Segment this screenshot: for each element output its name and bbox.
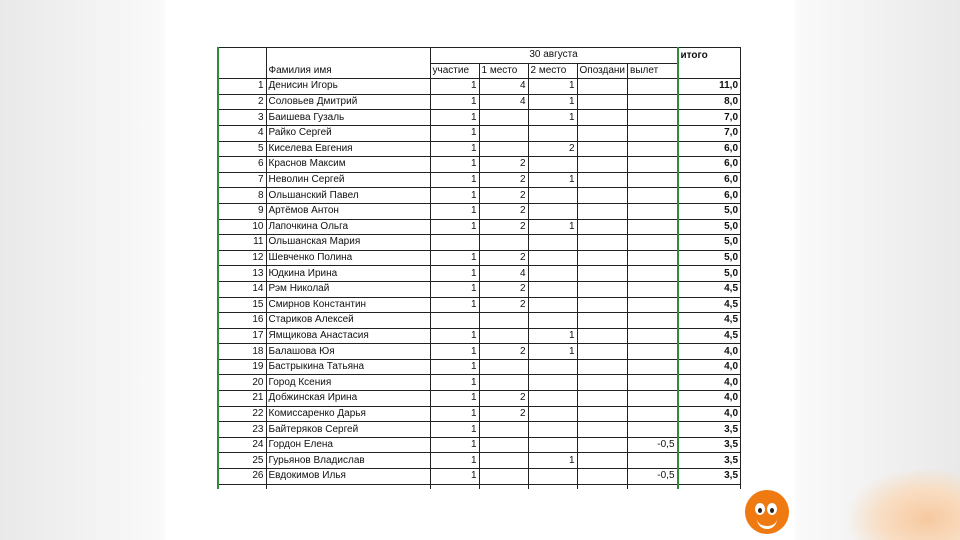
cell-opozdanie — [577, 79, 628, 95]
cell-itogo: 4,0 — [678, 359, 741, 375]
row-number: 5 — [218, 141, 266, 157]
cell-uchastie: 1 — [430, 406, 479, 422]
cell-itogo: 6,0 — [678, 172, 741, 188]
background-left — [0, 0, 165, 540]
cell-vylet — [628, 328, 678, 344]
participant-name: Киселева Евгения — [266, 141, 430, 157]
cell-2-mesto — [528, 266, 577, 282]
cell-opozdanie — [577, 469, 628, 485]
cell-opozdanie — [577, 203, 628, 219]
row-number: 25 — [218, 453, 266, 469]
table-row — [218, 328, 741, 344]
cell-opozdanie — [577, 422, 628, 438]
participant-name: Соловьев Дмитрий — [266, 94, 430, 110]
cell-itogo: 8,0 — [678, 94, 741, 110]
participant-name: Бастрыкина Татьяна — [266, 359, 430, 375]
participant-name: Денисин Игорь — [266, 79, 430, 95]
cell-uchastie: 1 — [430, 266, 479, 282]
column-header-2-mesto: 2 место — [528, 63, 577, 79]
cell-opozdanie — [577, 94, 628, 110]
table-row — [218, 297, 741, 313]
participant-name: Баишева Гузаль — [266, 110, 430, 126]
cell-1-mesto: 2 — [479, 250, 528, 266]
cell-2-mesto — [528, 375, 577, 391]
cell-uchastie: 1 — [430, 469, 479, 485]
table-row — [218, 172, 741, 188]
cell-opozdanie — [577, 235, 628, 251]
cell-vylet — [628, 110, 678, 126]
table-row — [218, 391, 741, 407]
cell-vylet — [628, 94, 678, 110]
row-number: 2 — [218, 94, 266, 110]
table-row — [218, 406, 741, 422]
cell-uchastie: 1 — [430, 79, 479, 95]
cell-uchastie: 1 — [430, 344, 479, 360]
row-number: 24 — [218, 437, 266, 453]
cell-opozdanie — [577, 437, 628, 453]
header-row-date — [218, 48, 741, 64]
cell-1-mesto — [479, 359, 528, 375]
cell-uchastie: 1 — [430, 250, 479, 266]
cell-2-mesto: 1 — [528, 219, 577, 235]
cell-opozdanie — [577, 266, 628, 282]
cell-opozdanie — [577, 188, 628, 204]
column-header-uchastie: участие — [430, 63, 479, 79]
participant-name: Шевченко Полина — [266, 250, 430, 266]
cell-itogo: 5,0 — [678, 203, 741, 219]
cell-1-mesto: 4 — [479, 266, 528, 282]
cell-1-mesto: 2 — [479, 344, 528, 360]
cell-vylet — [628, 453, 678, 469]
cell-uchastie: 1 — [430, 281, 479, 297]
cell-itogo: 6,0 — [678, 188, 741, 204]
table-row — [218, 219, 741, 235]
participant-name: Стариков Алексей — [266, 313, 430, 329]
cell-itogo: 7,0 — [678, 110, 741, 126]
cell-2-mesto — [528, 203, 577, 219]
cell-1-mesto — [479, 313, 528, 329]
cell-itogo: 4,0 — [678, 375, 741, 391]
participant-name: Артёмов Антон — [266, 203, 430, 219]
cell-itogo: 3,5 — [678, 453, 741, 469]
participant-name: Рэм Николай — [266, 281, 430, 297]
cell-uchastie: 1 — [430, 219, 479, 235]
cell-vylet — [628, 266, 678, 282]
cell-itogo: 5,0 — [678, 219, 741, 235]
cell-uchastie: 1 — [430, 437, 479, 453]
row-number: 22 — [218, 406, 266, 422]
cell-vylet — [628, 406, 678, 422]
table-row — [218, 359, 741, 375]
table-row — [218, 422, 741, 438]
cell-opozdanie — [577, 328, 628, 344]
participant-name: Ямщикова Анастасия — [266, 328, 430, 344]
cell-uchastie: 1 — [430, 453, 479, 469]
cell-2-mesto: 1 — [528, 172, 577, 188]
participant-name: Комиссаренко Дарья — [266, 406, 430, 422]
cell-itogo: 11,0 — [678, 79, 741, 95]
cell-uchastie: 1 — [430, 391, 479, 407]
participant-name: Райко Сергей — [266, 125, 430, 141]
background-right — [795, 0, 960, 540]
cell-opozdanie — [577, 110, 628, 126]
cell-uchastie: 1 — [430, 203, 479, 219]
row-number: 26 — [218, 469, 266, 485]
cell-itogo: 4,0 — [678, 344, 741, 360]
cell-1-mesto — [479, 110, 528, 126]
cell-opozdanie — [577, 172, 628, 188]
table-row — [218, 203, 741, 219]
row-number: 16 — [218, 313, 266, 329]
cell-1-mesto: 4 — [479, 94, 528, 110]
cell-2-mesto: 1 — [528, 344, 577, 360]
cell-2-mesto — [528, 188, 577, 204]
row-number: 6 — [218, 157, 266, 173]
cell-1-mesto: 2 — [479, 281, 528, 297]
cell-opozdanie — [577, 297, 628, 313]
cell-2-mesto: 1 — [528, 79, 577, 95]
row-number: 1 — [218, 79, 266, 95]
cell-vylet — [628, 157, 678, 173]
cell-vylet — [628, 125, 678, 141]
logo-smile — [757, 518, 777, 529]
cell-itogo: 4,5 — [678, 281, 741, 297]
cell-1-mesto: 2 — [479, 406, 528, 422]
name-column-header: Фамилия имя — [266, 63, 430, 79]
cell-2-mesto — [528, 359, 577, 375]
cell-2-mesto — [528, 250, 577, 266]
cell-uchastie: 1 — [430, 422, 479, 438]
row-number: 12 — [218, 250, 266, 266]
cell-1-mesto: 2 — [479, 188, 528, 204]
cell-opozdanie — [577, 344, 628, 360]
row-number: 4 — [218, 125, 266, 141]
cell-opozdanie — [577, 406, 628, 422]
cell-vylet — [628, 235, 678, 251]
cell-vylet — [628, 172, 678, 188]
cell-2-mesto — [528, 235, 577, 251]
row-number: 3 — [218, 110, 266, 126]
column-header-1-mesto: 1 место — [479, 63, 528, 79]
row-number: 19 — [218, 359, 266, 375]
cell-2-mesto — [528, 297, 577, 313]
participant-name: Неволин Сергей — [266, 172, 430, 188]
cell-uchastie: 1 — [430, 141, 479, 157]
cell-1-mesto: 2 — [479, 203, 528, 219]
participant-name: Смирнов Константин — [266, 297, 430, 313]
cell-2-mesto — [528, 125, 577, 141]
participant-name: Краснов Максим — [266, 157, 430, 173]
cell-uchastie: 1 — [430, 188, 479, 204]
cell-1-mesto — [479, 469, 528, 485]
table-row — [218, 157, 741, 173]
row-number: 11 — [218, 235, 266, 251]
cell-1-mesto: 2 — [479, 157, 528, 173]
cell-uchastie — [430, 313, 479, 329]
column-header-opozdanie: Опоздани — [577, 63, 628, 79]
cell-1-mesto: 4 — [479, 79, 528, 95]
cell-1-mesto: 2 — [479, 297, 528, 313]
cell-2-mesto: 1 — [528, 328, 577, 344]
participant-name: Город Ксения — [266, 375, 430, 391]
participant-name: Евдокимов Илья — [266, 469, 430, 485]
cell-vylet — [628, 79, 678, 95]
cell-itogo: 4,5 — [678, 328, 741, 344]
cell-itogo: 4,5 — [678, 297, 741, 313]
smiley-logo-icon — [745, 490, 789, 534]
cell-uchastie: 1 — [430, 125, 479, 141]
cell-itogo: 6,0 — [678, 157, 741, 173]
cell-itogo: 5,0 — [678, 266, 741, 282]
participant-name: Добжинская Ирина — [266, 391, 430, 407]
cell-1-mesto — [479, 437, 528, 453]
cell-itogo: 5,0 — [678, 250, 741, 266]
cell-1-mesto — [479, 235, 528, 251]
cell-opozdanie — [577, 359, 628, 375]
participant-name: Гурьянов Владислав — [266, 453, 430, 469]
cell-vylet — [628, 281, 678, 297]
cell-opozdanie — [577, 313, 628, 329]
row-number: 9 — [218, 203, 266, 219]
table-row — [218, 110, 741, 126]
column-header-vylet: вылет — [628, 63, 678, 79]
cell-vylet — [628, 422, 678, 438]
cell-vylet: -0,5 — [628, 437, 678, 453]
cell-1-mesto — [479, 375, 528, 391]
cell-vylet — [628, 313, 678, 329]
table-row — [218, 469, 741, 485]
cell-2-mesto — [528, 157, 577, 173]
cell-1-mesto — [479, 141, 528, 157]
cell-itogo: 5,0 — [678, 235, 741, 251]
cell-1-mesto: 2 — [479, 219, 528, 235]
table-row — [218, 125, 741, 141]
cell-opozdanie — [577, 219, 628, 235]
cell-vylet — [628, 359, 678, 375]
row-number: 13 — [218, 266, 266, 282]
cell-vylet — [628, 344, 678, 360]
cell-uchastie: 1 — [430, 172, 479, 188]
header-row-columns — [218, 63, 741, 79]
table-row — [218, 79, 741, 95]
table-row — [218, 94, 741, 110]
table-row — [218, 344, 741, 360]
cell-uchastie: 1 — [430, 328, 479, 344]
cell-vylet — [628, 203, 678, 219]
cell-uchastie: 1 — [430, 157, 479, 173]
cell-itogo: 3,5 — [678, 422, 741, 438]
cell-itogo: 4,5 — [678, 313, 741, 329]
cell-vylet — [628, 141, 678, 157]
row-number: 20 — [218, 375, 266, 391]
cell-uchastie: 1 — [430, 110, 479, 126]
corner-glow — [850, 470, 960, 540]
cell-uchastie: 1 — [430, 94, 479, 110]
participant-name: Ольшанская Мария — [266, 235, 430, 251]
cell-2-mesto: 2 — [528, 141, 577, 157]
cell-vylet: -0,5 — [628, 469, 678, 485]
row-number: 21 — [218, 391, 266, 407]
table-row — [218, 453, 741, 469]
cell-vylet — [628, 391, 678, 407]
participant-name: Лапочкина Ольга — [266, 219, 430, 235]
itogo-header: итого — [678, 48, 741, 64]
cell-vylet — [628, 297, 678, 313]
cell-2-mesto — [528, 422, 577, 438]
participant-name: Гордон Елена — [266, 437, 430, 453]
cell-itogo: 4,0 — [678, 391, 741, 407]
row-number: 7 — [218, 172, 266, 188]
row-number: 10 — [218, 219, 266, 235]
table-row — [218, 235, 741, 251]
cell-2-mesto: 1 — [528, 94, 577, 110]
cell-2-mesto — [528, 281, 577, 297]
cell-itogo: 7,0 — [678, 125, 741, 141]
cell-opozdanie — [577, 125, 628, 141]
participant-name: Юдкина Ирина — [266, 266, 430, 282]
cell-uchastie — [430, 235, 479, 251]
cell-uchastie: 1 — [430, 375, 479, 391]
cell-itogo: 4,0 — [678, 406, 741, 422]
row-number: 14 — [218, 281, 266, 297]
table-row — [218, 141, 741, 157]
cell-2-mesto — [528, 469, 577, 485]
logo-eye-left — [755, 503, 765, 515]
cell-2-mesto — [528, 437, 577, 453]
cell-1-mesto — [479, 328, 528, 344]
cell-opozdanie — [577, 157, 628, 173]
cell-opozdanie — [577, 281, 628, 297]
cell-opozdanie — [577, 391, 628, 407]
participant-name: Байтеряков Сергей — [266, 422, 430, 438]
cell-1-mesto — [479, 453, 528, 469]
row-number: 15 — [218, 297, 266, 313]
cut-off-row — [218, 484, 741, 489]
cell-opozdanie — [577, 141, 628, 157]
row-number: 18 — [218, 344, 266, 360]
cell-itogo: 6,0 — [678, 141, 741, 157]
cell-1-mesto — [479, 125, 528, 141]
cell-1-mesto: 2 — [479, 391, 528, 407]
participant-name: Ольшанский Павел — [266, 188, 430, 204]
cell-2-mesto — [528, 313, 577, 329]
table-row — [218, 266, 741, 282]
cell-uchastie: 1 — [430, 359, 479, 375]
cell-1-mesto — [479, 422, 528, 438]
cell-opozdanie — [577, 250, 628, 266]
cell-vylet — [628, 188, 678, 204]
cell-vylet — [628, 219, 678, 235]
table-row — [218, 437, 741, 453]
table-row — [218, 188, 741, 204]
date-header: 30 августа — [430, 48, 678, 64]
logo-eye-right — [767, 503, 777, 515]
row-number: 8 — [218, 188, 266, 204]
cell-vylet — [628, 375, 678, 391]
table-row — [218, 250, 741, 266]
cell-1-mesto: 2 — [479, 172, 528, 188]
table-row — [218, 375, 741, 391]
cell-2-mesto: 1 — [528, 453, 577, 469]
cell-uchastie: 1 — [430, 297, 479, 313]
table-row — [218, 281, 741, 297]
table-row — [218, 313, 741, 329]
cell-opozdanie — [577, 453, 628, 469]
row-number: 23 — [218, 422, 266, 438]
cell-2-mesto — [528, 391, 577, 407]
cell-opozdanie — [577, 375, 628, 391]
cell-itogo: 3,5 — [678, 437, 741, 453]
participant-name: Балашова Юя — [266, 344, 430, 360]
results-table — [217, 47, 741, 489]
cell-2-mesto: 1 — [528, 110, 577, 126]
row-number: 17 — [218, 328, 266, 344]
cell-2-mesto — [528, 406, 577, 422]
cell-itogo: 3,5 — [678, 469, 741, 485]
cell-vylet — [628, 250, 678, 266]
